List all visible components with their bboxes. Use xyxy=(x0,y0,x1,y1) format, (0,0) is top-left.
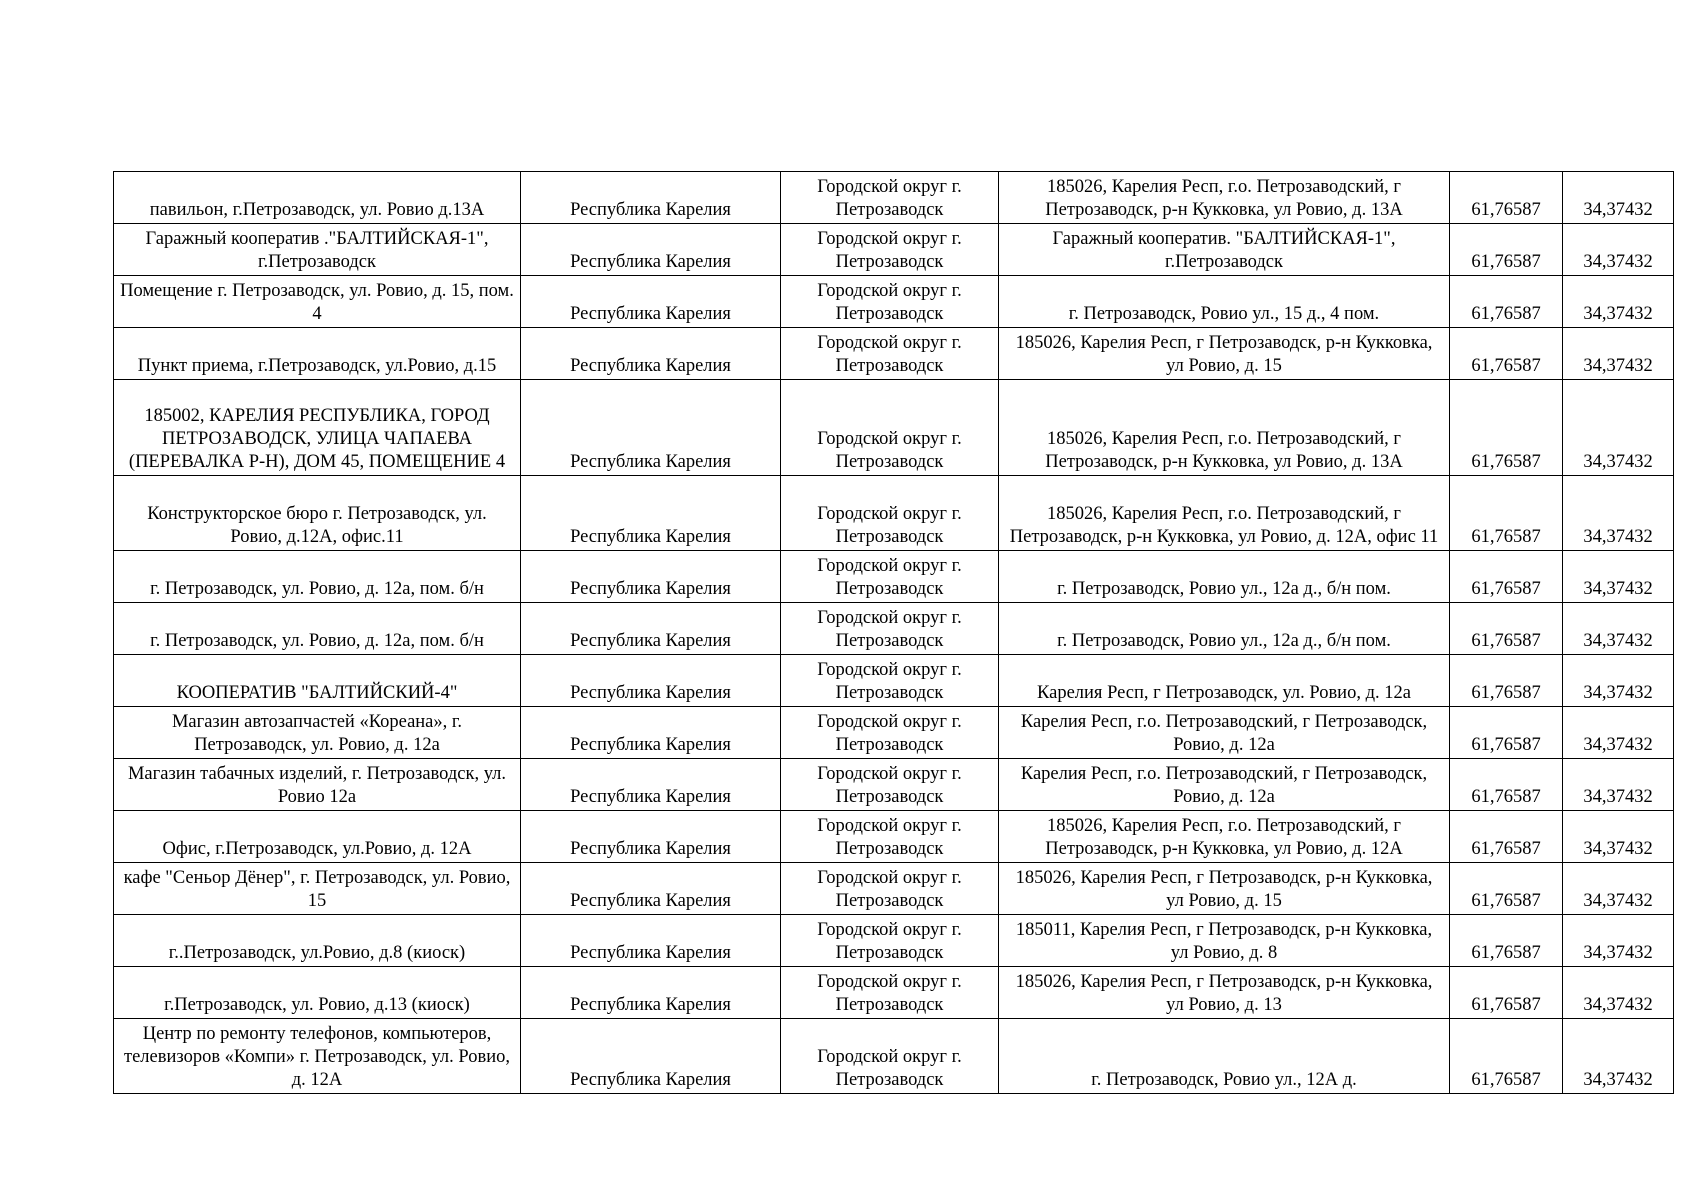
longitude-cell: 34,37432 xyxy=(1563,967,1674,1019)
address-cell: Гаражный кооператив. "БАЛТИЙСКАЯ-1", г.Петрозаводск xyxy=(999,224,1450,276)
address-cell: г. Петрозаводск, Ровио ул., 12а д., б/н пом. xyxy=(999,551,1450,603)
region-cell: Республика Карелия xyxy=(521,328,781,380)
table-row xyxy=(114,915,1674,967)
region-cell: Республика Карелия xyxy=(521,551,781,603)
table-row xyxy=(114,759,1674,811)
region-cell: Республика Карелия xyxy=(521,967,781,1019)
latitude-cell: 61,76587 xyxy=(1450,707,1563,759)
latitude-cell: 61,76587 xyxy=(1450,759,1563,811)
region-cell: Республика Карелия xyxy=(521,476,781,551)
latitude-cell: 61,76587 xyxy=(1450,551,1563,603)
latitude-cell: 61,76587 xyxy=(1450,967,1563,1019)
district-cell: Городской округ г. Петрозаводск xyxy=(781,1019,999,1094)
address-cell: 185026, Карелия Респ, г.о. Петрозаводский, г Петрозаводск, р-н Кукковка, ул Ровио, д. 13А xyxy=(999,380,1450,476)
address-cell: 185026, Карелия Респ, г Петрозаводск, р-н Кукковка, ул Ровио, д. 15 xyxy=(999,863,1450,915)
object-name-cell: г. Петрозаводск, ул. Ровио, д. 12а, пом. б/н xyxy=(114,603,521,655)
longitude-cell: 34,37432 xyxy=(1563,224,1674,276)
address-cell: Карелия Респ, г.о. Петрозаводский, г Петрозаводск, Ровио, д. 12а xyxy=(999,707,1450,759)
latitude-cell: 61,76587 xyxy=(1450,276,1563,328)
latitude-cell: 61,76587 xyxy=(1450,655,1563,707)
region-cell: Республика Карелия xyxy=(521,915,781,967)
table-row xyxy=(114,967,1674,1019)
region-cell: Республика Карелия xyxy=(521,1019,781,1094)
district-cell: Городской округ г. Петрозаводск xyxy=(781,603,999,655)
object-name-cell: 185002, КАРЕЛИЯ РЕСПУБЛИКА, ГОРОД ПЕТРОЗАВОДСК, УЛИЦА ЧАПАЕВА (ПЕРЕВАЛКА Р-Н), ДОМ 45, ПОМЕЩЕНИЕ 4 xyxy=(114,380,521,476)
district-cell: Городской округ г. Петрозаводск xyxy=(781,655,999,707)
address-cell: Карелия Респ, г Петрозаводск, ул. Ровио, д. 12а xyxy=(999,655,1450,707)
object-name-cell: Гаражный кооператив ."БАЛТИЙСКАЯ-1", г.Петрозаводск xyxy=(114,224,521,276)
region-cell: Республика Карелия xyxy=(521,811,781,863)
table-row xyxy=(114,655,1674,707)
latitude-cell: 61,76587 xyxy=(1450,915,1563,967)
table-row xyxy=(114,1019,1674,1094)
latitude-cell: 61,76587 xyxy=(1450,380,1563,476)
longitude-cell: 34,37432 xyxy=(1563,276,1674,328)
longitude-cell: 34,37432 xyxy=(1563,1019,1674,1094)
address-cell: 185011, Карелия Респ, г Петрозаводск, р-н Кукковка, ул Ровио, д. 8 xyxy=(999,915,1450,967)
latitude-cell: 61,76587 xyxy=(1450,811,1563,863)
district-cell: Городской округ г. Петрозаводск xyxy=(781,328,999,380)
address-cell: г. Петрозаводск, Ровио ул., 15 д., 4 пом. xyxy=(999,276,1450,328)
longitude-cell: 34,37432 xyxy=(1563,811,1674,863)
district-cell: Городской округ г. Петрозаводск xyxy=(781,380,999,476)
longitude-cell: 34,37432 xyxy=(1563,603,1674,655)
object-name-cell: г. Петрозаводск, ул. Ровио, д. 12а, пом. б/н xyxy=(114,551,521,603)
latitude-cell: 61,76587 xyxy=(1450,603,1563,655)
object-name-cell: Центр по ремонту телефонов, компьютеров, телевизоров «Компи» г. Петрозаводск, ул. Ровио, д. 12А xyxy=(114,1019,521,1094)
object-name-cell: павильон, г.Петрозаводск, ул. Ровио д.13А xyxy=(114,172,521,224)
region-cell: Республика Карелия xyxy=(521,759,781,811)
longitude-cell: 34,37432 xyxy=(1563,863,1674,915)
district-cell: Городской округ г. Петрозаводск xyxy=(781,707,999,759)
object-name-cell: г.Петрозаводск, ул. Ровио, д.13 (киоск) xyxy=(114,967,521,1019)
latitude-cell: 61,76587 xyxy=(1450,172,1563,224)
object-name-cell: Офис, г.Петрозаводск, ул.Ровио, д. 12А xyxy=(114,811,521,863)
longitude-cell: 34,37432 xyxy=(1563,655,1674,707)
district-cell: Городской округ г. Петрозаводск xyxy=(781,967,999,1019)
table-row xyxy=(114,172,1674,224)
longitude-cell: 34,37432 xyxy=(1563,707,1674,759)
longitude-cell: 34,37432 xyxy=(1563,380,1674,476)
region-cell: Республика Карелия xyxy=(521,224,781,276)
address-cell: 185026, Карелия Респ, г.о. Петрозаводский, г Петрозаводск, р-н Кукковка, ул Ровио, д. 12А xyxy=(999,811,1450,863)
address-cell: 185026, Карелия Респ, г.о. Петрозаводский, г Петрозаводск, р-н Кукковка, ул Ровио, д. 13А xyxy=(999,172,1450,224)
table-row xyxy=(114,863,1674,915)
address-cell: 185026, Карелия Респ, г Петрозаводск, р-н Кукковка, ул Ровио, д. 13 xyxy=(999,967,1450,1019)
region-cell: Республика Карелия xyxy=(521,380,781,476)
table-row xyxy=(114,476,1674,551)
longitude-cell: 34,37432 xyxy=(1563,328,1674,380)
object-name-cell: Пункт приема, г.Петрозаводск, ул.Ровио, д.15 xyxy=(114,328,521,380)
latitude-cell: 61,76587 xyxy=(1450,1019,1563,1094)
object-name-cell: КООПЕРАТИВ "БАЛТИЙСКИЙ-4" xyxy=(114,655,521,707)
district-cell: Городской округ г. Петрозаводск xyxy=(781,276,999,328)
longitude-cell: 34,37432 xyxy=(1563,915,1674,967)
district-cell: Городской округ г. Петрозаводск xyxy=(781,863,999,915)
address-cell: г. Петрозаводск, Ровио ул., 12а д., б/н пом. xyxy=(999,603,1450,655)
table-row xyxy=(114,603,1674,655)
district-cell: Городской округ г. Петрозаводск xyxy=(781,224,999,276)
district-cell: Городской округ г. Петрозаводск xyxy=(781,915,999,967)
address-cell: Карелия Респ, г.о. Петрозаводский, г Петрозаводск, Ровио, д. 12а xyxy=(999,759,1450,811)
region-cell: Республика Карелия xyxy=(521,172,781,224)
object-name-cell: г..Петрозаводск, ул.Ровио, д.8 (киоск) xyxy=(114,915,521,967)
longitude-cell: 34,37432 xyxy=(1563,551,1674,603)
address-cell: 185026, Карелия Респ, г Петрозаводск, р-н Кукковка, ул Ровио, д. 15 xyxy=(999,328,1450,380)
table-row xyxy=(114,328,1674,380)
table-row xyxy=(114,707,1674,759)
region-cell: Республика Карелия xyxy=(521,707,781,759)
table-row xyxy=(114,276,1674,328)
address-cell: 185026, Карелия Респ, г.о. Петрозаводский, г Петрозаводск, р-н Кукковка, ул Ровио, д. 12А, офис 11 xyxy=(999,476,1450,551)
region-cell: Республика Карелия xyxy=(521,863,781,915)
longitude-cell: 34,37432 xyxy=(1563,759,1674,811)
object-name-cell: Магазин автозапчастей «Кореана», г. Петрозаводск, ул. Ровио, д. 12а xyxy=(114,707,521,759)
district-cell: Городской округ г. Петрозаводск xyxy=(781,172,999,224)
longitude-cell: 34,37432 xyxy=(1563,476,1674,551)
table-row xyxy=(114,811,1674,863)
latitude-cell: 61,76587 xyxy=(1450,328,1563,380)
latitude-cell: 61,76587 xyxy=(1450,476,1563,551)
latitude-cell: 61,76587 xyxy=(1450,863,1563,915)
table-row xyxy=(114,551,1674,603)
longitude-cell: 34,37432 xyxy=(1563,172,1674,224)
object-name-cell: Конструкторское бюро г. Петрозаводск, ул. Ровио, д.12А, офис.11 xyxy=(114,476,521,551)
region-cell: Республика Карелия xyxy=(521,655,781,707)
table-row xyxy=(114,380,1674,476)
district-cell: Городской округ г. Петрозаводск xyxy=(781,811,999,863)
object-name-cell: Помещение г. Петрозаводск, ул. Ровио, д. 15, пом. 4 xyxy=(114,276,521,328)
object-name-cell: Магазин табачных изделий, г. Петрозаводск, ул. Ровио 12а xyxy=(114,759,521,811)
latitude-cell: 61,76587 xyxy=(1450,224,1563,276)
district-cell: Городской округ г. Петрозаводск xyxy=(781,476,999,551)
district-cell: Городской округ г. Петрозаводск xyxy=(781,551,999,603)
object-name-cell: кафе "Сеньор Дёнер", г. Петрозаводск, ул. Ровио, 15 xyxy=(114,863,521,915)
region-cell: Республика Карелия xyxy=(521,276,781,328)
address-cell: г. Петрозаводск, Ровио ул., 12А д. xyxy=(999,1019,1450,1094)
region-cell: Республика Карелия xyxy=(521,603,781,655)
table-row xyxy=(114,224,1674,276)
district-cell: Городской округ г. Петрозаводск xyxy=(781,759,999,811)
locations-table xyxy=(113,171,1674,1094)
